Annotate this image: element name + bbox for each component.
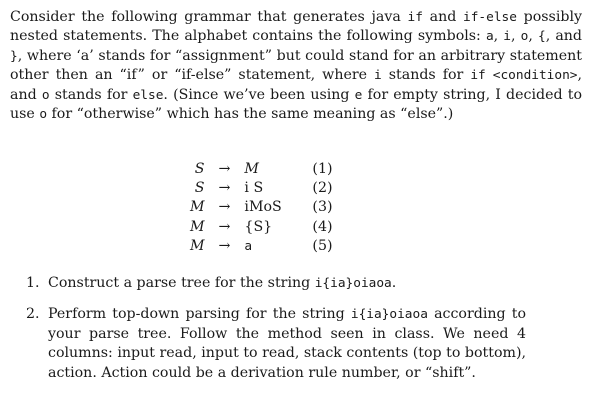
rule-rhs: i S — [244, 180, 264, 197]
intro-text: stands for — [381, 67, 471, 84]
rule-rhs: iMoS — [244, 199, 282, 216]
question-text-part: according to your parse tree. Follow the method seen in class. We need 4 columns: input read, input to read, stack contents (top to bottom), action. Action could be a derivation rule number, or “shift”. — [48, 306, 527, 381]
separator: , — [493, 28, 504, 45]
question-number: 2. — [26, 306, 40, 323]
rule-lhs: M — [190, 218, 205, 235]
rule-rhs: {S} — [244, 218, 273, 235]
grammar-rule — [190, 179, 337, 198]
rule-rhs: a — [244, 238, 253, 254]
condition-token: <condition> — [492, 68, 578, 84]
rule-number: (5) — [312, 237, 333, 254]
arrow-icon: → — [218, 218, 231, 235]
symbol-right-brace: } — [10, 48, 18, 64]
rule-number: (4) — [312, 218, 333, 235]
grammar-rule — [190, 237, 337, 256]
grammar-rule — [190, 160, 337, 179]
symbol-i: i — [503, 29, 512, 45]
intro-text: , where ‘a’ stands for “assignment” but could stand for an arbitrary statement other then an “if” or “if-else” statement, where — [10, 47, 582, 84]
intro-text: stands for — [49, 86, 133, 103]
intro-text: , and — [10, 67, 583, 103]
symbol-a: a — [485, 29, 494, 45]
separator: , and — [545, 28, 582, 45]
rule-rhs: M — [244, 161, 259, 177]
question-number: 1. — [26, 275, 40, 291]
arrow-icon: → — [218, 180, 231, 197]
intro-text: . (Since we’ve been using — [163, 86, 355, 103]
intro-text: and — [422, 9, 464, 25]
grammar-rules — [190, 160, 337, 256]
rule-number: (2) — [312, 180, 333, 197]
separator: , — [528, 28, 538, 45]
rule-lhs: S — [194, 161, 205, 177]
question-text-part: . — [391, 275, 397, 291]
keyword-if-else: if-else — [463, 10, 517, 25]
keyword-else: else — [132, 87, 164, 103]
question-text-part: Construct a parse tree for the string — [48, 275, 315, 291]
grammar-rule — [190, 218, 337, 237]
input-string: i{ia}oiaoa — [350, 307, 428, 323]
symbol-o: o — [520, 29, 529, 45]
symbol-i: i — [374, 68, 382, 84]
arrow-icon: → — [218, 199, 231, 216]
intro-text: possibly nested statements. The alphabet contains the following symbols: — [10, 9, 583, 45]
question-text — [48, 274, 526, 293]
separator: , — [511, 28, 521, 45]
symbol-e: e — [354, 87, 363, 103]
symbol-o: o — [41, 87, 50, 103]
rule-number: (3) — [312, 199, 333, 216]
intro-text: for “otherwise” which has the same meaning as “else”.) — [47, 106, 454, 123]
question-item-1 — [26, 274, 526, 293]
intro-paragraph — [10, 8, 582, 124]
keyword-if: if — [470, 68, 486, 84]
grammar-table — [190, 160, 337, 256]
intro-text: Consider the following grammar that generates java — [10, 9, 408, 25]
arrow-icon: → — [218, 161, 231, 177]
grammar-rule — [190, 198, 337, 217]
problem-statement — [10, 8, 582, 124]
symbol-o: o — [39, 107, 48, 123]
input-string: i{ia}oiaoa — [314, 276, 392, 291]
question-list — [26, 274, 526, 395]
rule-lhs: M — [190, 199, 205, 216]
question-text — [48, 305, 526, 383]
rule-number: (1) — [312, 161, 333, 177]
keyword-if: if — [407, 10, 423, 25]
rule-lhs: S — [194, 180, 205, 197]
intro-text: for empty string, I decided to use — [10, 86, 582, 123]
question-item-2 — [26, 305, 526, 383]
question-text-part: Perform top-down parsing for the string — [48, 306, 351, 323]
rule-lhs: M — [190, 237, 205, 254]
symbol-left-brace: { — [537, 29, 546, 45]
arrow-icon: → — [218, 237, 231, 254]
space — [486, 67, 493, 83]
